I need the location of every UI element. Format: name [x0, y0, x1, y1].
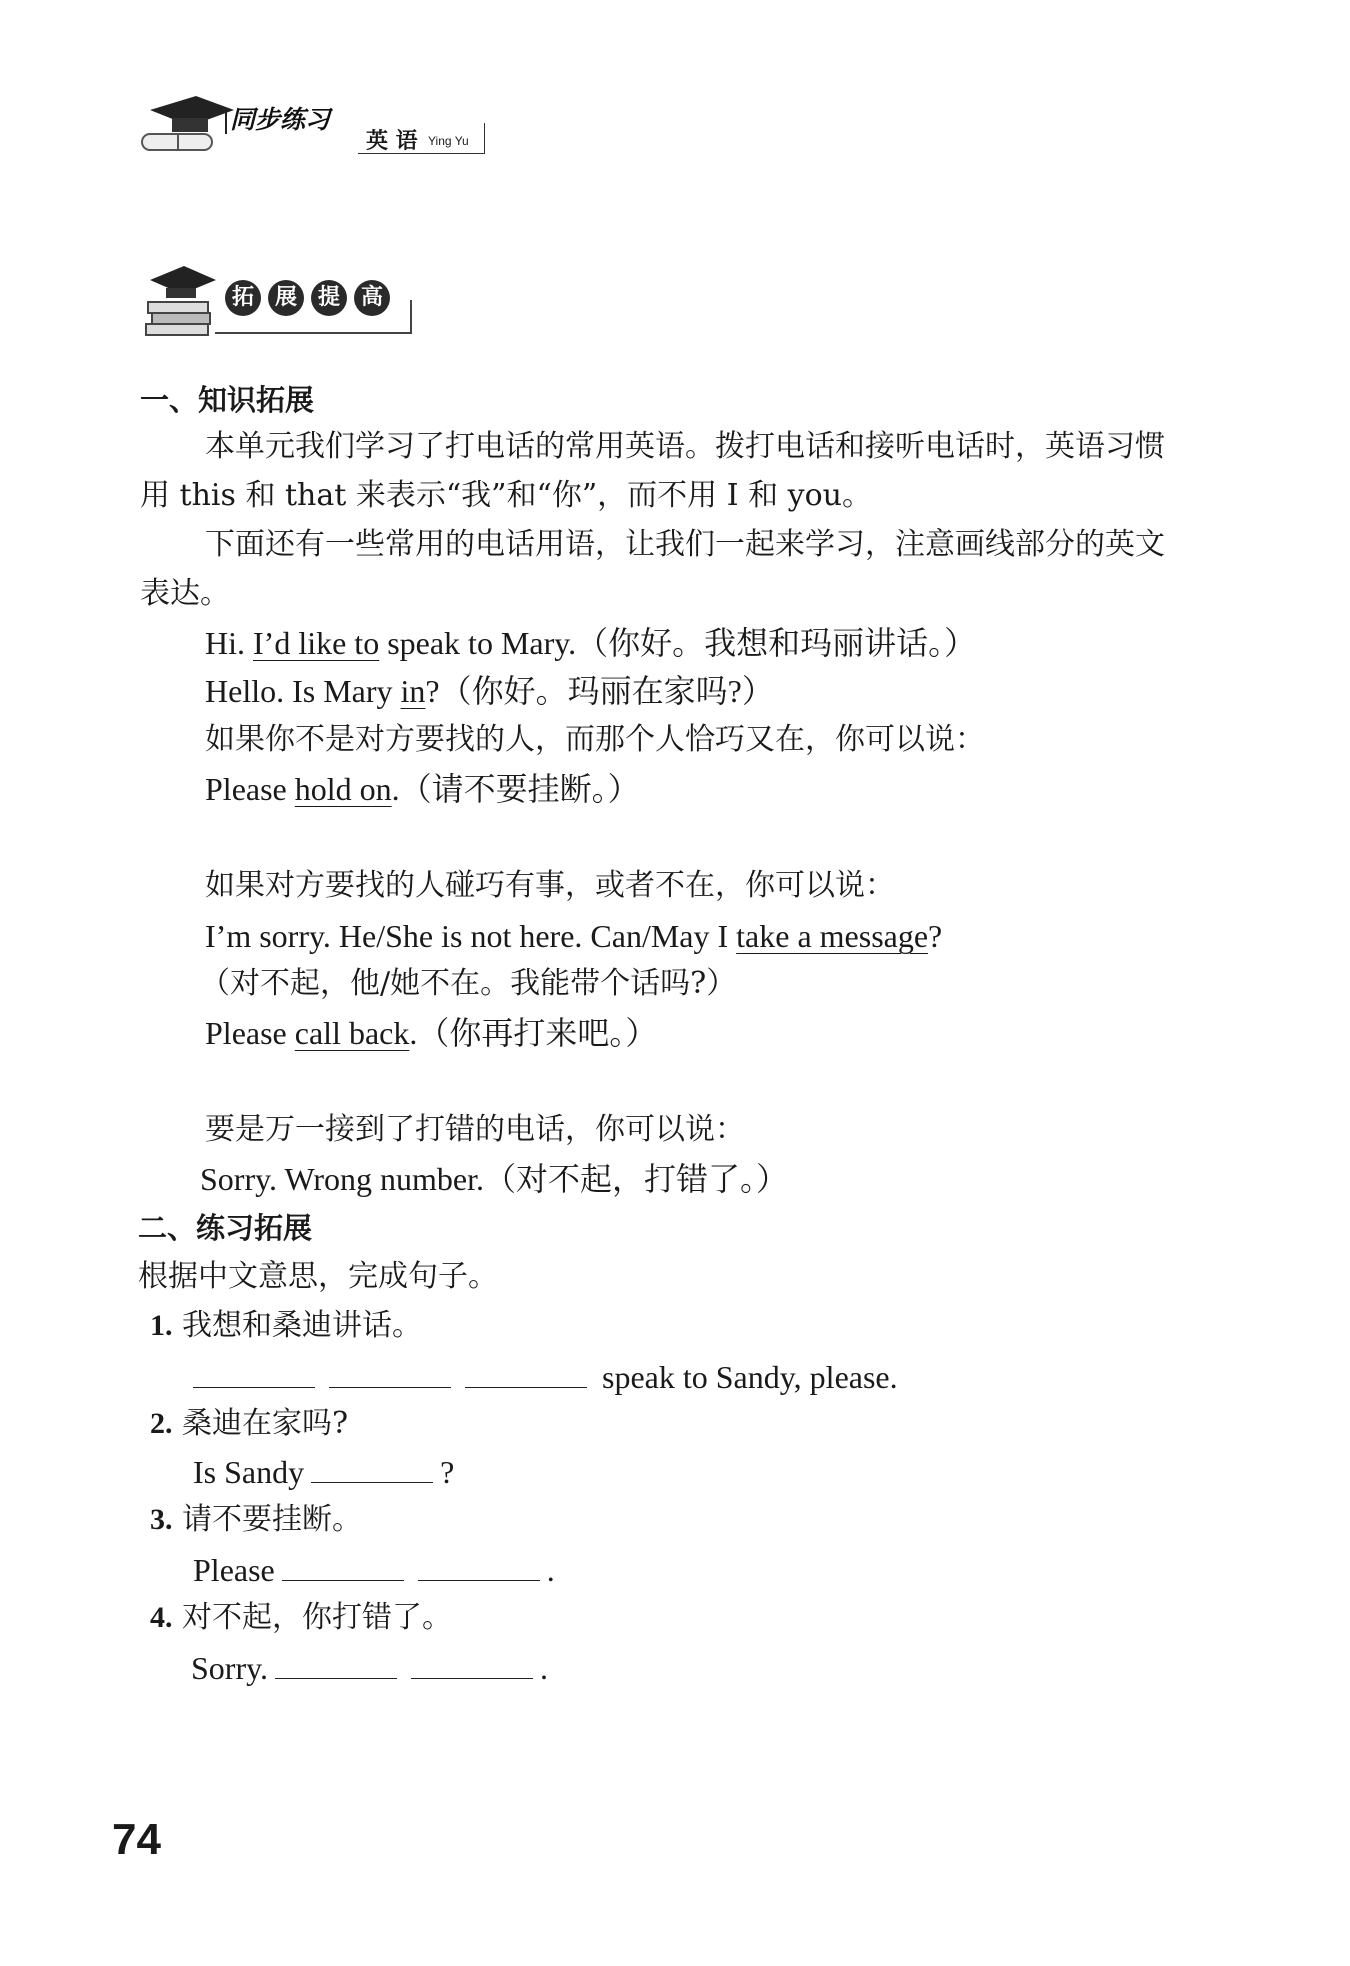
- answer-blank[interactable]: [275, 1648, 397, 1679]
- note-2: 如果对方要找的人碰巧有事，或者不在，你可以说：: [205, 868, 895, 903]
- answer-blank[interactable]: [311, 1452, 433, 1483]
- answer-blank[interactable]: [329, 1357, 451, 1388]
- exercise-4-prompt: [150, 1598, 452, 1638]
- example-2-pre: Hello. Is Mary: [205, 673, 401, 709]
- subject-pinyin: Ying Yu: [428, 134, 469, 148]
- example-4-translation: （对不起，他/她不在。我能带个话吗?）: [200, 966, 737, 1001]
- example-1-pre: Hi.: [205, 625, 253, 661]
- exercise-1-answer: [186, 1357, 898, 1397]
- exercise-2-chinese: 桑迪在家吗?: [182, 1406, 349, 1441]
- example-4-phrase: take a message: [736, 918, 929, 954]
- banner-char-2: 展: [268, 280, 304, 316]
- exercise-1-prompt: [150, 1306, 422, 1346]
- exercise-2-prompt: [150, 1404, 348, 1444]
- banner-char-3: 提: [311, 280, 347, 316]
- exercise-1-number: 1.: [150, 1309, 173, 1342]
- example-5-phrase: call back: [294, 1015, 410, 1051]
- exercise-3-chinese: 请不要挂断。: [182, 1502, 363, 1537]
- exercise-4-chinese: 对不起，你打错了。: [182, 1600, 453, 1635]
- example-2: [205, 671, 774, 711]
- exercise-3-end: .: [546, 1552, 555, 1588]
- books-cap-icon: [140, 262, 220, 340]
- exercise-4-end: .: [540, 1650, 549, 1686]
- example-4-pre: I’m sorry. He/She is not here. Can/May I: [205, 918, 737, 954]
- part1-heading: 一、知识拓展: [140, 383, 315, 417]
- example-5-post: .（你再打来吧。）: [409, 1015, 658, 1051]
- exercise-3-answer: [193, 1550, 555, 1590]
- exercise-2-answer: [193, 1452, 454, 1492]
- example-3-phrase: hold on: [294, 771, 392, 807]
- exercise-1-text: speak to Sandy, please.: [602, 1359, 898, 1395]
- example-6: Sorry. Wrong number.（对不起，打错了。）: [200, 1161, 789, 1197]
- exercise-4-answer: [191, 1648, 548, 1688]
- banner-char-4: 高: [354, 280, 390, 316]
- exercise-3-number: 3.: [150, 1503, 173, 1536]
- subject-label: 英 语: [366, 129, 418, 154]
- banner-char-1: 拓: [225, 280, 261, 316]
- mortarboard-logo-icon: [138, 88, 238, 163]
- exercise-4-text: Sorry.: [191, 1650, 269, 1686]
- answer-blank[interactable]: [465, 1357, 587, 1388]
- note-3: 要是万一接到了打错的电话，你可以说：: [205, 1112, 745, 1147]
- intro2-line-1: 下面还有一些常用的电话用语，让我们一起来学习，注意画线部分的英文: [205, 527, 1165, 562]
- answer-blank[interactable]: [282, 1550, 404, 1581]
- example-3: [205, 769, 640, 809]
- part2-heading: 二、练习拓展: [138, 1211, 313, 1245]
- exercise-2-number: 2.: [150, 1407, 173, 1440]
- example-2-phrase: in: [400, 673, 426, 709]
- page-number: 74: [112, 1815, 161, 1864]
- example-4-post: ?: [928, 918, 943, 954]
- intro-line-1: 本单元我们学习了打电话的常用英语。拨打电话和接听电话时，英语习惯: [205, 429, 1165, 464]
- exercise-2-end: ?: [440, 1454, 455, 1490]
- answer-blank[interactable]: [418, 1550, 540, 1581]
- example-4: [205, 916, 942, 956]
- series-title: 同步练习: [230, 105, 331, 134]
- intro2-line-2: 表达。: [140, 576, 230, 611]
- exercise-2-text: Is Sandy: [193, 1454, 305, 1490]
- intro-line-2: 用 this 和 that 来表示“我”和“你”，而不用 I 和 you。: [140, 478, 872, 513]
- example-1-phrase: I’d like to: [253, 625, 380, 661]
- exercise-3-text: Please: [193, 1552, 275, 1588]
- example-1: [205, 623, 976, 663]
- example-1-post: speak to Mary.（你好。我想和玛丽讲话。）: [379, 625, 977, 661]
- example-2-post: ?（你好。玛丽在家吗?）: [425, 673, 774, 709]
- answer-blank[interactable]: [411, 1648, 533, 1679]
- example-5-pre: Please: [205, 1015, 295, 1051]
- example-5: [205, 1013, 657, 1053]
- exercise-1-chinese: 我想和桑迪讲话。: [182, 1308, 423, 1343]
- answer-blank[interactable]: [193, 1357, 315, 1388]
- exercise-4-number: 4.: [150, 1601, 173, 1634]
- part2-instruction: 根据中文意思，完成句子。: [138, 1259, 498, 1294]
- example-3-pre: Please: [205, 771, 295, 807]
- note-1: 如果你不是对方要找的人，而那个人恰巧又在，你可以说：: [205, 722, 985, 757]
- exercise-3-prompt: [150, 1500, 362, 1540]
- example-3-post: .（请不要挂断。）: [391, 771, 640, 807]
